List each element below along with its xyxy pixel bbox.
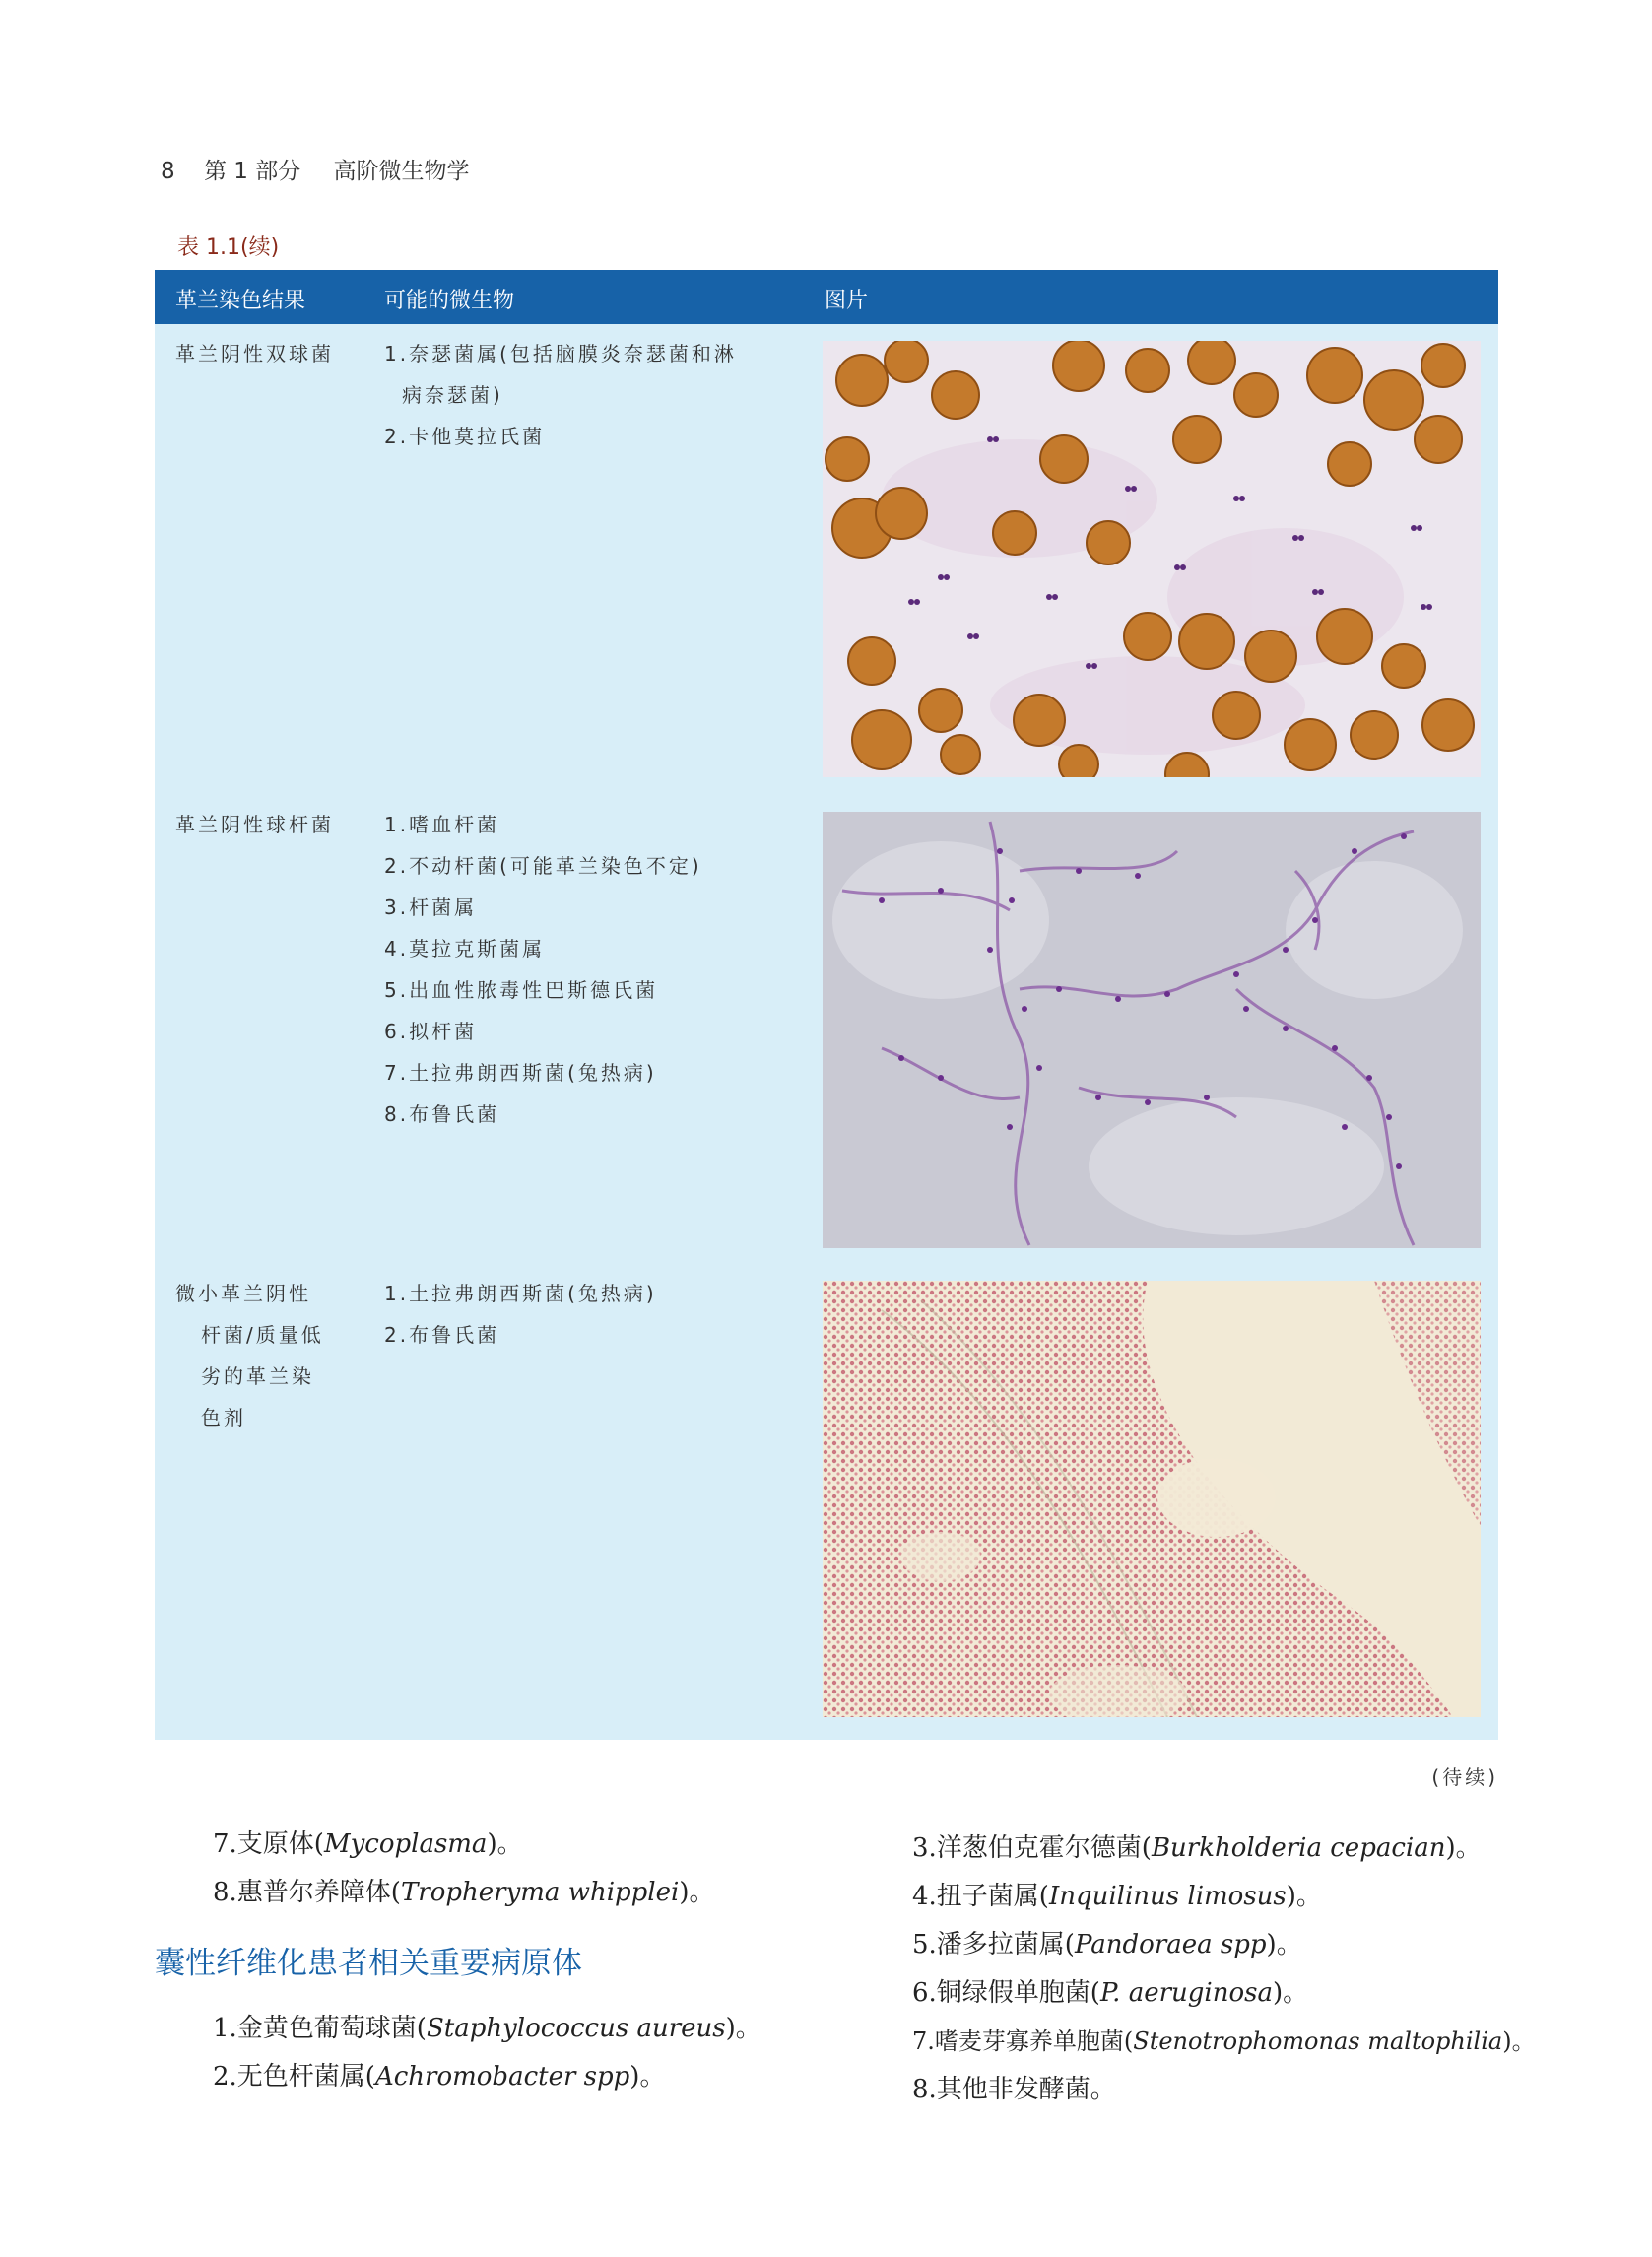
section-heading: 囊性纤维化患者相关重要病原体 <box>155 1946 582 1981</box>
left-column-list <box>213 1821 714 1917</box>
list-item: 8.布鲁氏菌 <box>384 1102 500 1126</box>
gram-result <box>175 1273 363 1438</box>
list-item: 2.布鲁氏菌 <box>384 1323 500 1347</box>
small-bacilli-micrograph-image <box>823 1281 1481 1717</box>
list-item: 3.洋葱伯克霍尔德菌(Burkholderia cepacian)。 <box>912 1833 1482 1863</box>
list-item: 7.土拉弗朗西斯菌(兔热病) <box>384 1061 657 1085</box>
list-item: 2.无色杆菌属(Achromobacter spp)。 <box>213 2062 666 2091</box>
table-caption: 表 1.1(续) <box>177 235 280 260</box>
part-label: 第 1 部分 <box>203 159 301 184</box>
list-item: 4.莫拉克斯菌属 <box>384 937 546 961</box>
list-item: 5.潘多拉菌属(Pandoraea spp)。 <box>912 1930 1302 1959</box>
coccobacilli-micrograph-image <box>823 812 1481 1248</box>
book-title: 高阶微生物学 <box>333 159 470 184</box>
list-item: 1.土拉弗朗西斯菌(兔热病) <box>384 1282 657 1305</box>
list-item: 2.卡他莫拉氏菌 <box>384 425 546 448</box>
organism-list <box>384 1273 808 1356</box>
list-item: 6.铜绿假单胞菌(P. aeruginosa)。 <box>912 1978 1309 2008</box>
list-item: 1.奈瑟菌属(包括脑膜炎奈瑟菌和淋 <box>384 342 737 365</box>
list-item: 7.嗜麦芽寡养单胞菌(Stenotrophomonas maltophilia)。 <box>912 2027 1536 2055</box>
list-item: 7.支原体(Mycoplasma)。 <box>213 1829 523 1859</box>
list-item: 8.惠普尔养障体(Tropheryma whipplei)。 <box>213 1878 715 1907</box>
header-image: 图片 <box>825 289 869 313</box>
gram-result-line: 杆菌/质量低 <box>201 1323 324 1347</box>
list-item: 6.拟杆菌 <box>384 1020 478 1043</box>
gram-result: 革兰阴性双球菌 <box>175 342 334 365</box>
list-item: 4.扭子菌属(Inquilinus limosus)。 <box>912 1882 1322 1911</box>
organism-list <box>384 804 808 1135</box>
list-item: 1.嗜血杆菌 <box>384 813 500 836</box>
header-gram-result: 革兰染色结果 <box>175 289 306 313</box>
list-item: 2.不动杆菌(可能革兰染色不定) <box>384 854 702 878</box>
running-head <box>161 153 470 185</box>
organism-list <box>384 333 808 457</box>
pathogen-list <box>213 2005 761 2101</box>
list-item: 8.其他非发酵菌。 <box>912 2075 1116 2104</box>
diplococci-micrograph-image <box>823 341 1481 777</box>
gram-result-line: 微小革兰阴性 <box>175 1282 311 1305</box>
list-item: 5.出血性脓毒性巴斯德氏菌 <box>384 978 659 1002</box>
gram-stain-table <box>155 270 1498 1740</box>
header-organisms: 可能的微生物 <box>384 289 515 313</box>
continued-note: (待续) <box>1431 1765 1498 1789</box>
list-item: 3.杆菌属 <box>384 896 478 919</box>
list-item: 病奈瑟菌) <box>402 383 503 407</box>
gram-result-line: 色剂 <box>201 1406 246 1429</box>
list-item: 1.金黄色葡萄球菌(Staphylococcus aureus)。 <box>213 2014 761 2043</box>
gram-result: 革兰阴性球杆菌 <box>175 813 334 836</box>
table-header <box>155 270 1498 324</box>
page-number: 8 <box>161 159 175 184</box>
gram-result-line: 劣的革兰染 <box>201 1364 314 1388</box>
right-column-list <box>912 1825 1536 2114</box>
